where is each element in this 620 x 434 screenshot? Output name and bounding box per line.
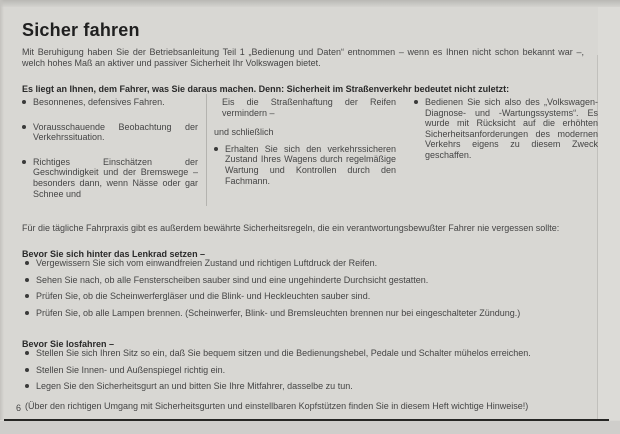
- bullet-icon: [22, 100, 26, 104]
- bullet-icon: [25, 384, 29, 388]
- lead-sentence: Es liegt an Ihnen, dem Fahrer, was Sie daraus machen. Denn: Sicherheit im Straßenverkehr bedeutet nicht zuletzt:: [22, 84, 510, 94]
- list-item: [25, 275, 600, 286]
- column-3: [414, 97, 598, 175]
- page-title: Sicher fahren: [22, 20, 140, 41]
- list-item: [22, 122, 198, 143]
- scan-left-edge: [0, 0, 4, 420]
- list-item: [25, 381, 600, 392]
- list-item-text: Vergewissern Sie sich vom einwandfreien Zustand und richtigen Luftdruck der Reifen.: [36, 258, 378, 268]
- list-item: [25, 258, 600, 269]
- bullet-icon: [25, 294, 29, 298]
- list-item-text: Stellen Sie sich Ihren Sitz so ein, daß Sie bequem sitzen und die Bedienungshebel, Pedale und Schalter mühelos erreichen.: [36, 348, 531, 358]
- bullet-icon: [214, 147, 218, 151]
- list-item-text: Richtiges Einschätzen der Geschwindigkeit und der Bremswege – besonders dann, wenn Nässe oder gar Schnee und: [33, 156, 198, 199]
- bullet-icon: [25, 278, 29, 282]
- bullet-icon: [22, 160, 26, 164]
- page-number: 6: [16, 403, 22, 413]
- section2-heading: Bevor Sie losfahren –: [22, 339, 115, 349]
- list-item-text: Prüfen Sie, ob alle Lampen brennen. (Scheinwerfer, Blink- und Bremsleuchten brennen nur bei eingeschalteter Zündung.): [36, 307, 521, 318]
- bullet-icon: [414, 100, 418, 104]
- column-2-list: [214, 144, 396, 186]
- middle-paragraph: Für die tägliche Fahrpraxis gibt es außerdem bewährte Sicherheitsregeln, die ein verantwortungsbewußter Fahrer nie vergessen sollte:: [22, 223, 560, 233]
- bullet-icon: [25, 351, 29, 355]
- continuation-text: Eis die Straßenhaftung der Reifen vermindern –: [222, 97, 396, 118]
- list-item: [25, 365, 600, 376]
- list-item: [22, 157, 198, 199]
- section2-list: [25, 348, 600, 398]
- list-item: [25, 308, 600, 319]
- list-item-text: Besonnenes, defensives Fahren.: [33, 97, 165, 107]
- bullet-icon: [22, 125, 26, 129]
- list-item-text: Legen Sie den Sicherheitsgurt an und bitten Sie Ihre Mitfahrer, dasselbe zu tun.: [36, 381, 353, 392]
- list-item-text: Sehen Sie nach, ob alle Fensterscheiben sauber sind und eine ungehinderte Durchsicht gestatten.: [36, 274, 429, 285]
- bullet-icon: [25, 311, 29, 315]
- footnote: (Über den richtigen Umgang mit Sicherheitsgurten und einstellbaren Kopfstützen finden Sie in diesem Heft wichtige Hinweise!): [25, 401, 529, 411]
- section1-heading: Bevor Sie sich hinter das Lenkrad setzen –: [22, 249, 206, 259]
- column-1: [22, 97, 198, 213]
- list-item: [414, 97, 598, 161]
- list-item: [214, 144, 396, 186]
- column-1-list: [22, 97, 198, 199]
- column-3-list: [414, 97, 598, 161]
- list-item: [22, 97, 198, 108]
- list-item-text: Vorausschauende Beobachtung der Verkehrssituation.: [33, 121, 198, 143]
- list-item: [25, 348, 600, 359]
- scan-right-margin: [598, 7, 620, 420]
- bullet-icon: [25, 368, 29, 372]
- list-item-text: Prüfen Sie, ob die Scheinwerfergläser und die Blink- und Heckleuchten sauber sind.: [36, 291, 371, 302]
- column-divider: [206, 94, 207, 206]
- list-item-text: Bedienen Sie sich also des „Volkswagen-Diagnose- und -Wartungssystems“. Es wurde mit Rücksicht auf die erhöhten Sicherheitsanforderungen des modernen Verkehrs eigens zu diesem Zweck geschaffen.: [425, 97, 598, 160]
- scan-bottom-band: [0, 421, 620, 434]
- list-item-text: Stellen Sie Innen- und Außenspiegel richtig ein.: [36, 364, 226, 375]
- intro-paragraph: Mit Beruhigung haben Sie der Betriebsanleitung Teil 1 „Bedienung und Daten“ entnommen – wenn es Ihnen nicht schon bekannt war –, welch hohes Maß an aktiver und passiver Sicherheit Ihr Volkswagen bietet.: [22, 47, 584, 68]
- column-2: [214, 97, 396, 200]
- bullet-icon: [25, 261, 29, 265]
- section1-list: [25, 258, 600, 324]
- connector-text: und schließlich: [214, 127, 274, 138]
- list-item: [25, 291, 600, 302]
- scan-top-edge: [0, 0, 620, 7]
- list-item-text: Erhalten Sie sich den verkehrssicheren Zustand Ihres Wagens durch regelmäßige Wartung und Kontrollen durch den Fachmann.: [225, 143, 396, 186]
